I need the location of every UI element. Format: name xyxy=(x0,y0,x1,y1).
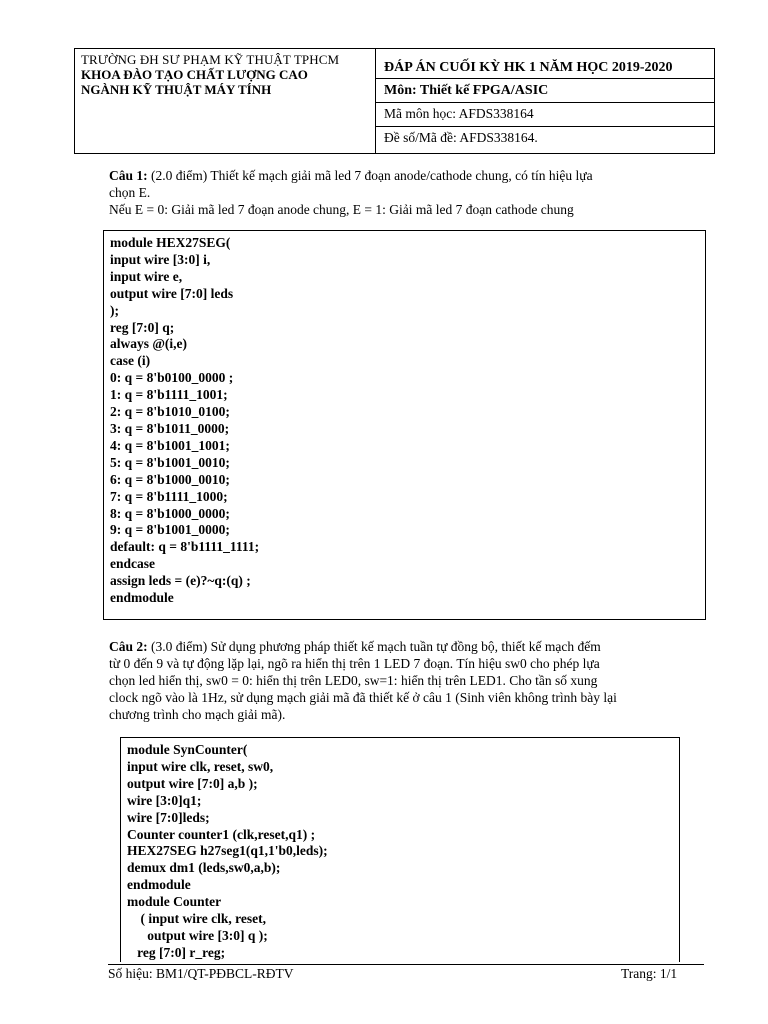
header-institution xyxy=(75,49,376,153)
code-line: reg [7:0] q; xyxy=(110,319,175,335)
exam-title: ĐÁP ÁN CUỐI KỲ HK 1 NĂM HỌC 2019-2020 xyxy=(384,60,673,75)
code-line: 6: q = 8'b1000_0010; xyxy=(110,471,230,487)
code-line: 3: q = 8'b1011_0000; xyxy=(110,420,230,436)
question-1-line: (2.0 điểm) Thiết kế mạch giải mã led 7 đoạn anode/cathode chung, có tín hiệu lựa xyxy=(147,168,593,183)
code-line: module Counter xyxy=(127,894,222,910)
question-2-line: clock ngõ vào là 1Hz, sử dụng mạch giải mã đã thiết kế ở câu 1 (Sinh viên không trình bày lại xyxy=(109,690,617,705)
code-line: output wire [3:0] q ); xyxy=(127,927,268,943)
code-line: 5: q = 8'b1001_0010; xyxy=(110,454,230,470)
code-block-2 xyxy=(120,737,680,962)
code-line: endmodule xyxy=(127,877,191,893)
code-line: always @(i,e) xyxy=(110,336,188,352)
code-line: input wire clk, reset, sw0, xyxy=(127,758,274,774)
footer-page-number: Trang: 1/1 xyxy=(621,966,678,981)
faculty-name: KHOA ĐÀO TẠO CHẤT LƯỢNG CAO xyxy=(81,67,308,82)
code-line: 7: q = 8'b1111_1000; xyxy=(110,488,228,504)
question-2-line: chương trình cho mạch giải mã). xyxy=(109,707,286,722)
footer-doc-code: Số hiệu: BM1/QT-PĐBCL-RĐTV xyxy=(108,966,294,981)
question-1-line: chọn E. xyxy=(109,185,151,200)
code-line: wire [7:0]leds; xyxy=(127,809,210,825)
school-name: TRƯỜNG ĐH SƯ PHẠM KỸ THUẬT TPHCM xyxy=(81,52,340,67)
code-line: module HEX27SEG( xyxy=(110,235,231,250)
code-line: output wire [7:0] leds xyxy=(110,285,234,301)
code-line: module SynCounter( xyxy=(127,742,248,757)
footer-divider xyxy=(108,964,704,965)
code-line: 9: q = 8'b1001_0000; xyxy=(110,522,230,538)
divider xyxy=(376,126,714,127)
question-2-text xyxy=(109,638,709,723)
code-block-1 xyxy=(103,230,706,620)
code-line: reg [7:0] r_reg; xyxy=(127,944,226,960)
code-line: output wire [7:0] a,b ); xyxy=(127,775,258,791)
department-name: NGÀNH KỸ THUẬT MÁY TÍNH xyxy=(81,82,272,97)
course-code: Mã môn học: AFDS338164 xyxy=(384,106,534,121)
code-line: assign leds = (e)?~q:(q) ; xyxy=(110,573,251,589)
code-line: case (i) xyxy=(110,353,151,369)
question-2-line: chọn led hiển thị, sw0 = 0: hiển thị trên LED0, sw=1: hiển thị trên LED1. Cho tần số xung xyxy=(109,673,598,688)
code-line: Counter counter1 (clk,reset,q1) ; xyxy=(127,826,316,842)
question-1-text xyxy=(109,167,709,218)
header-exam-info xyxy=(376,49,714,153)
question-2-line: (3.0 điểm) Sử dụng phương pháp thiết kế mạch tuần tự đồng bộ, thiết kế mạch đếm xyxy=(147,639,601,654)
question-2-line: từ 0 đến 9 và tự động lặp lại, ngõ ra hiển thị trên 1 LED 7 đoạn. Tín hiệu sw0 cho phép lựa xyxy=(109,656,600,671)
divider xyxy=(376,102,714,103)
code-line: HEX27SEG h27seg1(q1,1'b0,leds); xyxy=(127,843,328,859)
code-line: ( input wire clk, reset, xyxy=(127,911,266,927)
subject: Môn: Thiết kế FPGA/ASIC xyxy=(384,83,549,98)
question-1-line: Nếu E = 0: Giải mã led 7 đoạn anode chung, E = 1: Giải mã led 7 đoạn cathode chung xyxy=(109,202,574,217)
code-line: demux dm1 (leds,sw0,a,b); xyxy=(127,860,281,876)
code-line: endmodule xyxy=(110,590,174,606)
code-line: 4: q = 8'b1001_1001; xyxy=(110,437,230,453)
code-line: endcase xyxy=(110,556,155,572)
question-2-label: Câu 2: xyxy=(109,639,148,654)
question-1-label: Câu 1: xyxy=(109,168,148,183)
divider xyxy=(376,78,714,79)
code-line: 1: q = 8'b1111_1001; xyxy=(110,387,228,403)
code-line: default: q = 8'b1111_1111; xyxy=(110,539,260,555)
code-line: input wire e, xyxy=(110,268,183,284)
code-line: 0: q = 8'b0100_0000 ; xyxy=(110,370,234,386)
header-table xyxy=(74,48,715,154)
exam-code: Đề số/Mã đề: AFDS338164. xyxy=(384,130,538,145)
code-line: 8: q = 8'b1000_0000; xyxy=(110,505,230,521)
code-line: 2: q = 8'b1010_0100; xyxy=(110,404,230,420)
code-line: ); xyxy=(110,302,119,318)
code-line: input wire [3:0] i, xyxy=(110,251,211,267)
code-line: wire [3:0]q1; xyxy=(127,792,202,808)
